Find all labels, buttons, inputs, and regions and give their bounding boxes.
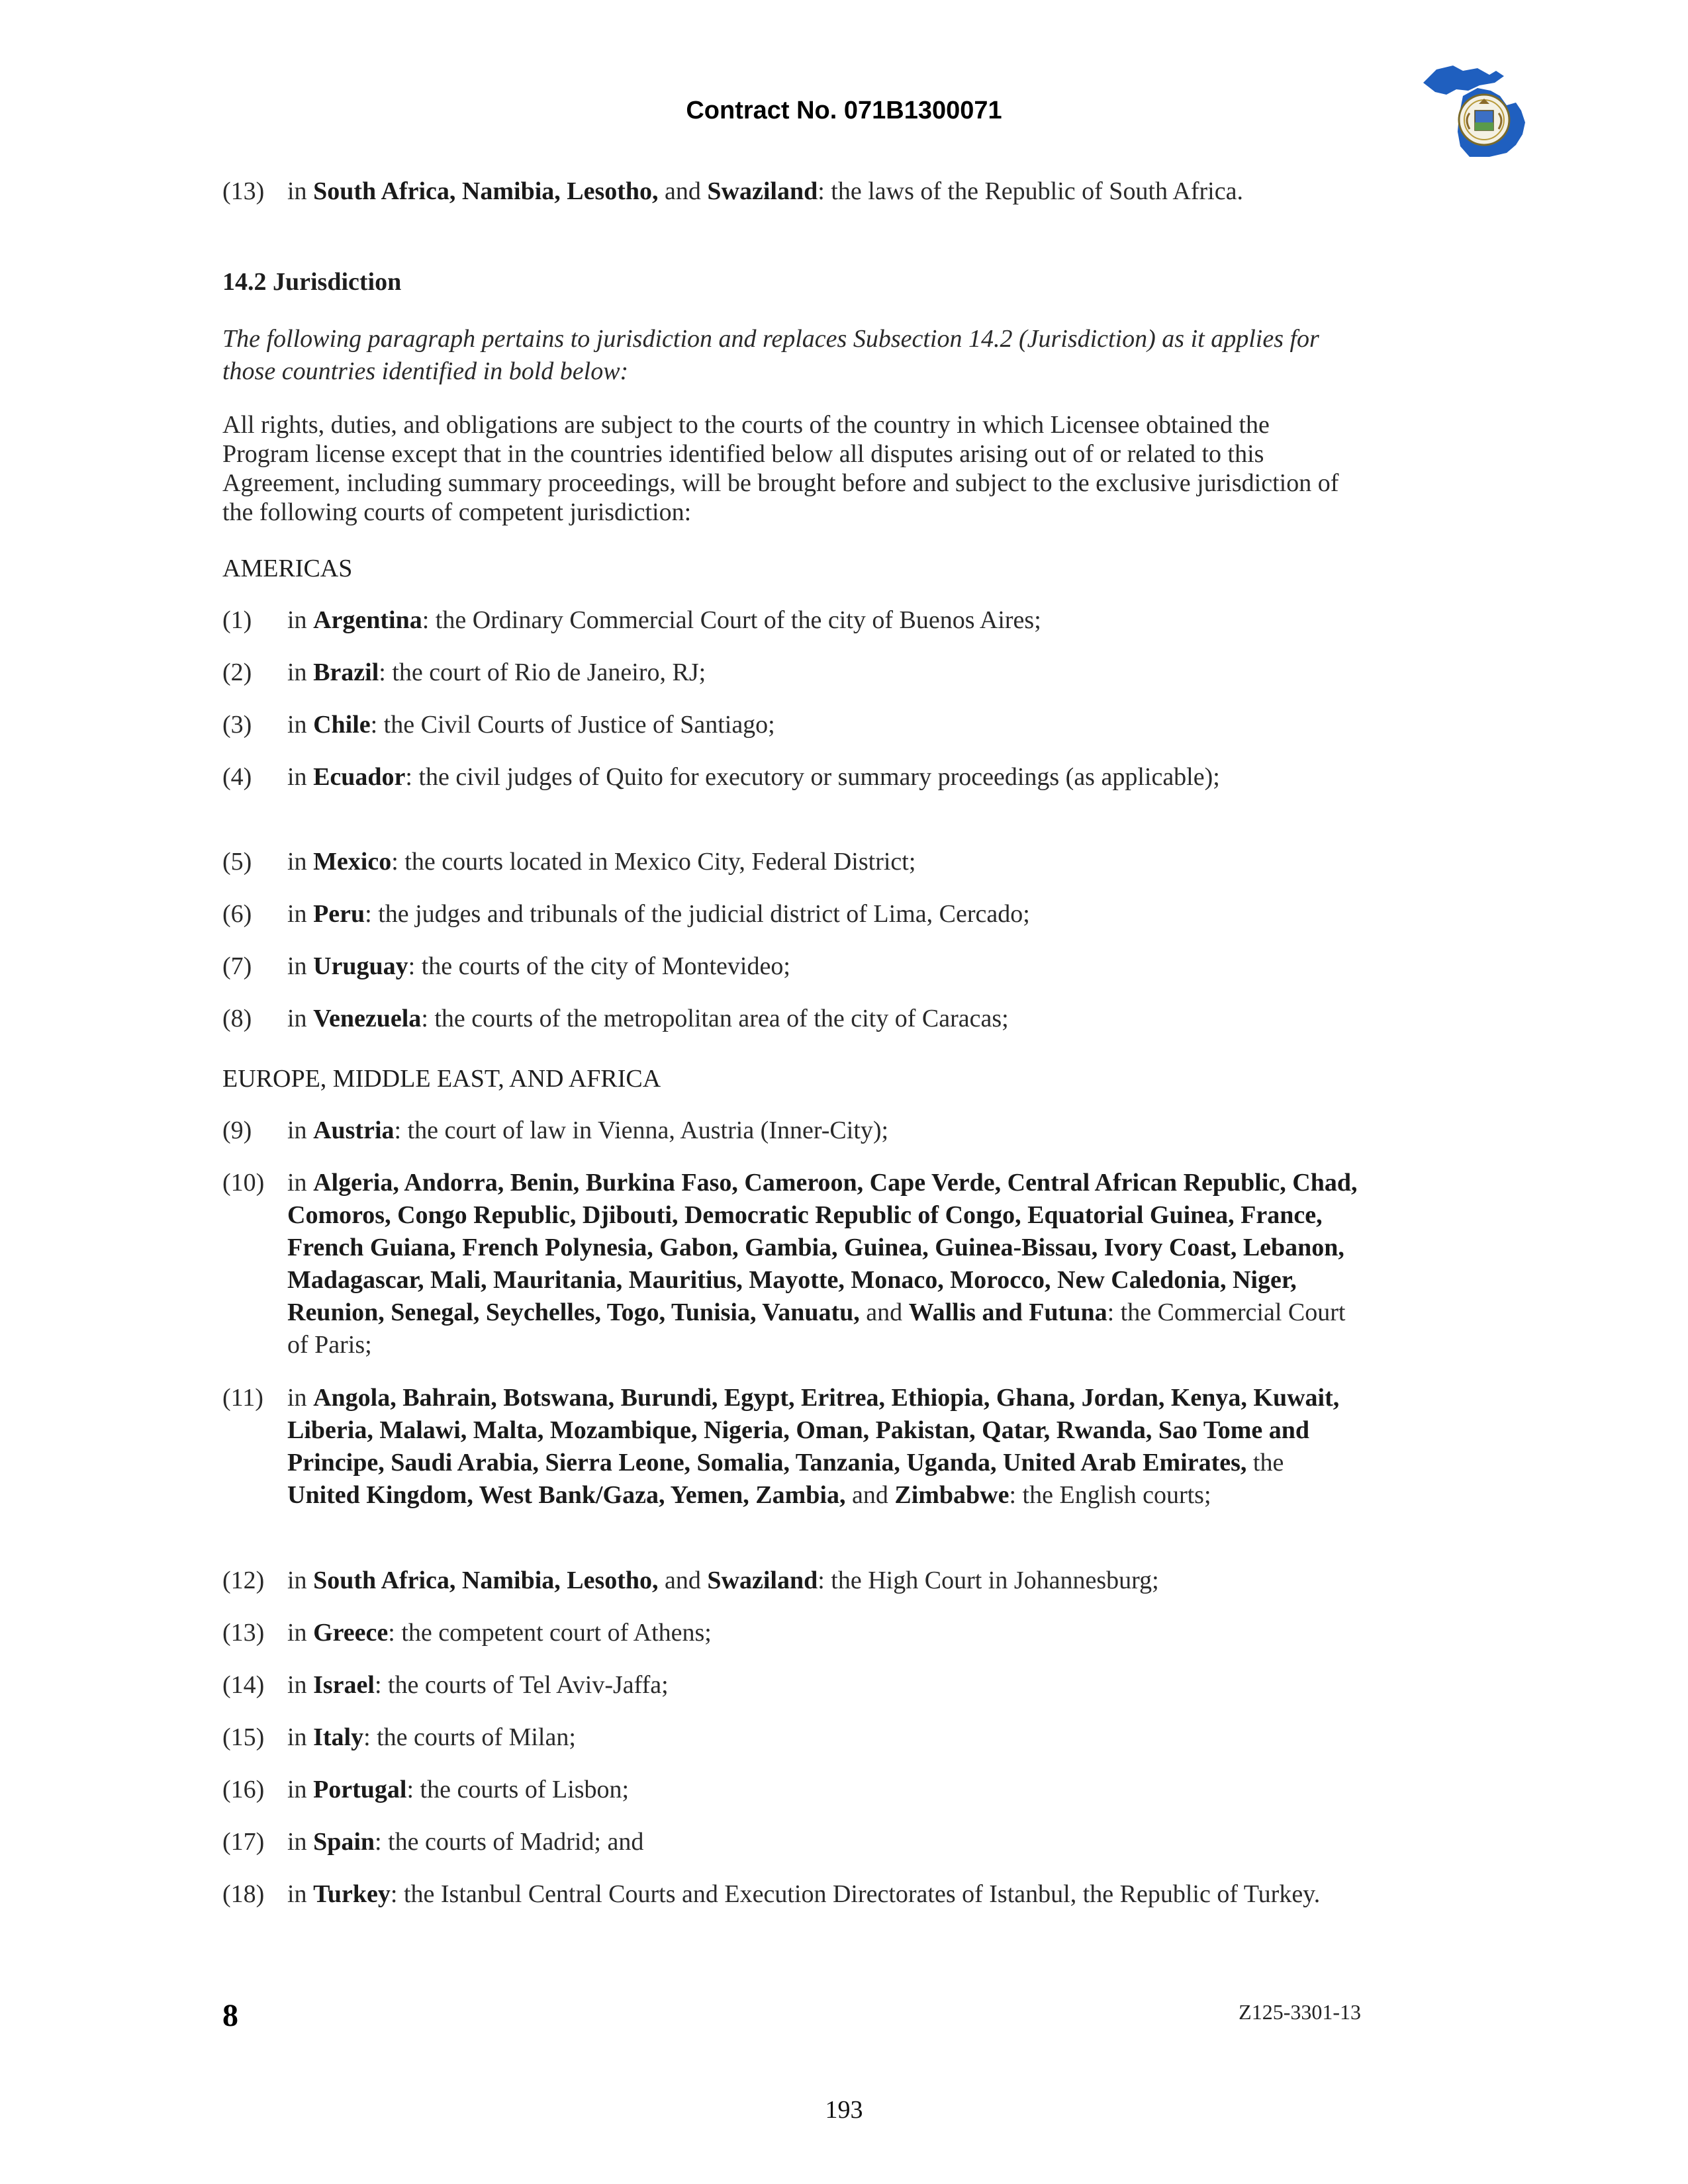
item-text (287, 1167, 1361, 1361)
item-number: (7) (222, 952, 252, 980)
country-name: Turkey (313, 1880, 391, 1908)
list-item (222, 1721, 1361, 1754)
text-run: and (845, 1481, 895, 1509)
country-name: Uruguay (313, 952, 408, 980)
item-text (287, 1617, 1361, 1649)
item-number: (8) (222, 1005, 252, 1032)
bottom-page-number: 193 (825, 2096, 863, 2124)
country-name: Angola, Bahrain, Botswana, Burundi, Egypt, Eritrea, Ethiopia, Ghana, Jordan, Kenya, Kuwait, Liberia, Malawi, Malta, Mozambique, Nigeria, Oman, Pakistan, Qatar, Rwanda, Sao Tome and Principe, Saudi Arabia, Sierra Leone, Somalia, Tanzania, Uganda, United Arab Emirates, (287, 1384, 1340, 1477)
list-item (222, 1003, 1361, 1035)
item-text (287, 1115, 1361, 1147)
list-item (222, 1826, 1361, 1858)
list-item (222, 846, 1361, 878)
item-number: (5) (222, 848, 252, 876)
region-heading-emea: EUROPE, MIDDLE EAST, AND AFRICA (222, 1065, 661, 1093)
text-run: and (859, 1298, 909, 1326)
list-item (222, 1669, 1361, 1702)
text-run: : the Commercial Court of Paris; (287, 1298, 1346, 1359)
item-text (287, 950, 1361, 983)
text-run: in (287, 1567, 314, 1594)
text-run: : the courts of Lisbon; (406, 1776, 630, 1803)
list-item-intro-13 (222, 175, 1361, 208)
item-text (287, 175, 1361, 208)
text-run: in (287, 900, 314, 928)
country-name: Italy (313, 1723, 364, 1751)
list-item (222, 1382, 1361, 1512)
item-number: (10) (222, 1169, 265, 1197)
item-number: (1) (222, 606, 252, 634)
text-run: in (287, 1619, 314, 1647)
page-number: 8 (222, 1998, 238, 2033)
country-name: Venezuela (313, 1005, 422, 1032)
text-run: in (287, 1169, 314, 1197)
country-name: South Africa, Namibia, Lesotho, (313, 177, 659, 205)
country-name: Swaziland (707, 1567, 818, 1594)
item-text (287, 1774, 1361, 1806)
item-number: (17) (222, 1828, 265, 1856)
text-run: in (287, 952, 314, 980)
text-run: : the laws of the Republic of South Africa. (818, 177, 1243, 205)
country-name: Ecuador (313, 763, 406, 791)
text-run: in (287, 606, 314, 634)
list-item (222, 604, 1361, 637)
text-run: in (287, 1116, 314, 1144)
country-name: South Africa, Namibia, Lesotho, (313, 1567, 659, 1594)
text-run: in (287, 1880, 314, 1908)
country-name: Greece (313, 1619, 389, 1647)
country-name: Chile (313, 711, 371, 739)
text-run: and (658, 177, 708, 205)
list-item (222, 1878, 1361, 1911)
text-run: in (287, 1828, 314, 1856)
country-name: Israel (313, 1671, 375, 1699)
text-run: : the court of law in Vienna, Austria (Inner-City); (394, 1116, 889, 1144)
list-item (222, 1617, 1361, 1649)
item-text (287, 1382, 1361, 1512)
michigan-state-seal-icon (1417, 56, 1536, 162)
list-item (222, 950, 1361, 983)
item-number: (9) (222, 1116, 252, 1144)
item-text (287, 1721, 1361, 1754)
item-number: (12) (222, 1567, 265, 1594)
text-run: in (287, 711, 314, 739)
item-number: (3) (222, 711, 252, 739)
item-number: (13) (222, 1619, 265, 1647)
item-number: (4) (222, 763, 252, 791)
section-intro-italic: The following paragraph pertains to jurisdiction and replaces Subsection 14.2 (Jurisdiction) as it applies for those countries identified in bold below: (222, 325, 1319, 385)
item-text (287, 604, 1361, 637)
region-heading-americas: AMERICAS (222, 555, 353, 582)
list-item (222, 1115, 1361, 1147)
list-item (222, 1774, 1361, 1806)
text-run: : the High Court in Johannesburg; (818, 1567, 1159, 1594)
item-text (287, 761, 1361, 794)
document-code: Z125-3301-13 (1239, 2000, 1361, 2024)
list-item (222, 709, 1361, 741)
text-run: in (287, 1723, 314, 1751)
section-heading-jurisdiction: 14.2 Jurisdiction (222, 268, 402, 296)
text-run: : the court of Rio de Janeiro, RJ; (379, 659, 706, 686)
text-run: : the courts of the metropolitan area of the city of Caracas; (421, 1005, 1009, 1032)
item-number: (13) (222, 177, 265, 205)
item-text (287, 1826, 1361, 1858)
item-number: (14) (222, 1671, 265, 1699)
item-text (287, 657, 1361, 689)
text-run: : the English courts; (1009, 1481, 1211, 1509)
contract-number: Contract No. 071B1300071 (686, 97, 1002, 124)
text-run: : the courts of Tel Aviv-Jaffa; (374, 1671, 669, 1699)
text-run: : the courts located in Mexico City, Federal District; (391, 848, 916, 876)
text-run: : the Istanbul Central Courts and Execution Directorates of Istanbul, the Republic of Turkey. (390, 1880, 1321, 1908)
text-run: : the judges and tribunals of the judicial district of Lima, Cercado; (365, 900, 1030, 928)
country-name: Swaziland (707, 177, 818, 205)
text-run: in (287, 1776, 314, 1803)
text-run: : the Civil Courts of Justice of Santiago; (370, 711, 775, 739)
item-number: (11) (222, 1384, 263, 1412)
country-name: United Kingdom, West Bank/Gaza, Yemen, Zambia, (287, 1481, 846, 1509)
text-run: in (287, 1384, 314, 1412)
text-run: in (287, 1671, 314, 1699)
country-name: Austria (313, 1116, 395, 1144)
text-run: in (287, 177, 314, 205)
country-name: Argentina (313, 606, 422, 634)
item-number: (15) (222, 1723, 265, 1751)
list-item (222, 761, 1361, 794)
country-name: Spain (313, 1828, 375, 1856)
country-name: Algeria, Andorra, Benin, Burkina Faso, Cameroon, Cape Verde, Central African Republic, Chad, Comoros, Congo Republic, Djibouti, Democratic Republic of Congo, Equatorial Guinea, France, French Guiana, French Polynesia, Gabon, Gambia, Guinea, Guinea-Bissau, Ivory Coast, Lebanon, Madagascar, Mali, Mauritania, Mauritius, Mayotte, Monaco, Morocco, New Caledonia, Niger, Reunion, Senegal, Seychelles, Togo, Tunisia, Vanuatu, (287, 1169, 1358, 1326)
country-name: Wallis and Futuna (908, 1298, 1107, 1326)
text-run: in (287, 1005, 314, 1032)
item-text (287, 846, 1361, 878)
text-run: in (287, 848, 314, 876)
item-text (287, 1878, 1361, 1911)
item-text (287, 1003, 1361, 1035)
item-text (287, 709, 1361, 741)
item-number: (2) (222, 659, 252, 686)
list-item (222, 898, 1361, 931)
country-name: Portugal (313, 1776, 407, 1803)
text-run: in (287, 659, 314, 686)
section-paragraph: All rights, duties, and obligations are subject to the courts of the country in which Licensee obtained the Program license except that in the countries identified below all disputes arising out of or related to this Agreement, including summary proceedings, will be brought before and subject to the exclusive jurisdiction of the following courts of competent jurisdiction: (222, 411, 1339, 526)
item-text (287, 898, 1361, 931)
item-text (287, 1669, 1361, 1702)
item-number: (18) (222, 1880, 265, 1908)
country-name: Brazil (313, 659, 379, 686)
list-item (222, 657, 1361, 689)
item-text (287, 1565, 1361, 1597)
text-run: : the courts of Madrid; and (375, 1828, 644, 1856)
text-run: in (287, 763, 314, 791)
item-number: (16) (222, 1776, 265, 1803)
text-run: : the competent court of Athens; (388, 1619, 712, 1647)
text-run: : the courts of Milan; (363, 1723, 576, 1751)
item-number: (6) (222, 900, 252, 928)
text-run: : the civil judges of Quito for executory or summary proceedings (as applicable); (405, 763, 1220, 791)
text-run: : the Ordinary Commercial Court of the city of Buenos Aires; (422, 606, 1041, 634)
country-name: Peru (313, 900, 365, 928)
country-name: Mexico (313, 848, 392, 876)
list-item (222, 1167, 1361, 1361)
country-name: Zimbabwe (894, 1481, 1009, 1509)
text-run: : the courts of the city of Montevideo; (408, 952, 790, 980)
list-item (222, 1565, 1361, 1597)
text-run: and (658, 1567, 708, 1594)
text-run: the (1246, 1449, 1284, 1477)
